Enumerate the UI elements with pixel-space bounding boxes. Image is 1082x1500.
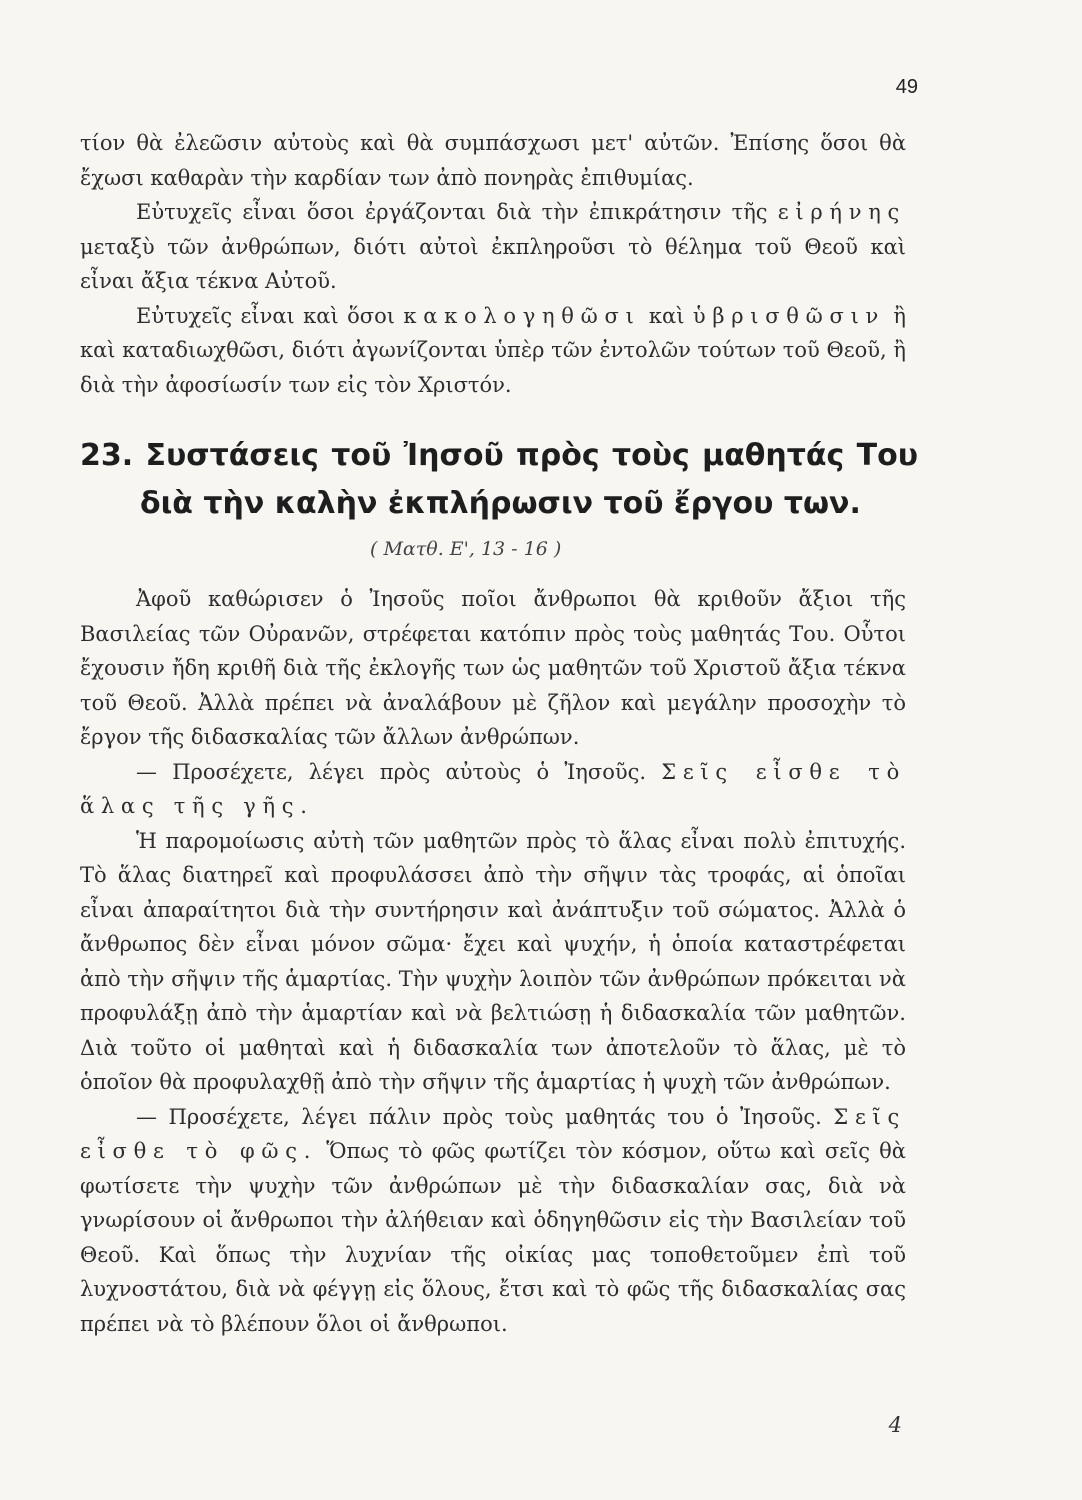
section-heading [80,432,918,528]
top-paragraph-2-start: Εὐτυχεῖς εἶναι ὅσοι ἐργάζονται διὰ τὴν ἐπικράτησιν τῆς [136,200,778,224]
top-paragraph-3-mid: καὶ [640,303,693,328]
body-paragraph-1: Ἀφοῦ καθώρισεν ὁ Ἰησοῦς ποῖοι ἄνθρωποι θὰ κριθοῦν ἄξιοι τῆς Βασιλείας τῶν Οὐρανῶν, στρέφεται κατόπιν πρὸς τοὺς μαθητάς Του. Οὗτοι ἔχουσιν ἤδη κριθῆ διὰ τῆς ἐκλογῆς των ὡς μαθητῶν τοῦ Χριστοῦ ἄξια τέκνα τοῦ Θεοῦ. Ἀλλὰ πρέπει νὰ ἀναλάβουν μὲ ζῆλον καὶ μεγάλην προσοχὴν τὸ ἔργον τῆς διδασκαλίας τῶν ἄλλων ἀνθρώπων. [80,587,906,749]
top-paragraph-2-end: μεταξὺ τῶν ἀνθρώπων, διότι αὐτοὶ ἐκπληροῦσι τὸ θέλημα τοῦ Θεοῦ καὶ εἶναι ἄξια τέκνα Αὐτοῦ. [80,234,906,293]
section-number: 23. [80,438,134,473]
body-paragraph-4 [80,1100,906,1342]
section-title-line-1: Συστάσεις τοῦ Ἰησοῦ πρὸς τοὺς μαθητάς Του [145,438,918,473]
emphasized-word-kakologithosi: κακολογηθῶσι [403,303,641,328]
body-paragraph-3: Ἡ παρομοίωσις αὐτὴ τῶν μαθητῶν πρὸς τὸ ἅλας εἶναι πολὺ ἐπιτυχής. Τὸ ἅλας διατηρεῖ καὶ προφυλάσσει ἀπὸ τὴν σῆψιν τὰς τροφάς, αἱ ὁποῖαι εἶναι ἀπαραίτητοι διὰ τὴν συντήρησιν καὶ ἀνάπτυξιν τοῦ σώματος. Ἀλλὰ ὁ ἄνθρωπος δὲν εἶναι μόνον σῶμα· ἔχει καὶ ψυχήν, ἡ ὁποία καταστρέφεται ἀπὸ τὴν σῆψιν τῆς ἁμαρτίας. Τὴν ψυχὴν λοιπὸν τῶν ἀνθρώπων πρόκειται νὰ προφυλάξῃ ἀπὸ τὴν ἁμαρτίαν καὶ νὰ βελτιώσῃ ἡ διδασκαλία τῶν μαθητῶν. Διὰ τοῦτο οἱ μαθηταὶ καὶ ἡ διδασκαλία των ἀποτελοῦν τὸ ἅλας, μὲ τὸ ὁποῖον θὰ προφυλαχθῇ ἀπὸ τὴν σῆψιν τῆς ἁμαρτίας ἡ ψυχὴ τῶν ἀνθρώπων. [80,828,906,1094]
top-paragraph-3-end: ἢ καὶ καταδιωχθῶσι, διότι ἀγωνίζονται ὑπὲρ τῶν ἐντολῶν τούτων τοῦ Θεοῦ, ἢ διὰ τὴν ἀφοσίωσίν των εἰς τὸν Χριστόν. [80,303,907,397]
top-paragraph-3-start: Εὐτυχεῖς εἶναι καὶ ὅσοι [136,303,404,328]
emphasized-quote-light: Σεῖς εἶσθε τὸ φῶς. [80,1104,906,1163]
page-number: 49 [895,76,918,98]
body-paragraph-2 [80,755,906,824]
body-paragraph-4-start: — Προσέχετε, λέγει πάλιν πρὸς τοὺς μαθητάς του ὁ Ἰησοῦς. [136,1104,834,1129]
emphasized-word-vristhosin: ὑβρισθῶσιν [692,303,886,328]
top-paragraph-3 [80,299,906,403]
top-text-block [80,126,906,402]
signature-mark: 4 [888,1413,902,1437]
scripture-reference: ( Ματθ. Ε', 13 - 16 ) [370,538,562,560]
body-paragraph-2-start: — Προσέχετε, λέγει πρὸς αὐτοὺς ὁ Ἰησοῦς. [136,759,662,784]
top-paragraph-1: τίον θὰ ἐλεῶσιν αὐτοὺς καὶ θὰ συμπάσχωσι μετ' αὐτῶν. Ἐπίσης ὅσοι θὰ ἔχωσι καθαρὰν τὴν καρδίαν των ἀπὸ πονηρὰς ἐπιθυμίας. [80,131,906,190]
top-paragraph-2 [80,195,906,299]
body-text-block [80,582,906,1341]
section-heading-line-1 [80,432,918,480]
body-paragraph-4-end: Ὅπως τὸ φῶς φωτίζει τὸν κόσμον, οὕτω καὶ σεῖς θὰ φωτίσετε τὴν ψυχὴν τῶν ἀνθρώπων μὲ τὴν διδασκαλίαν σας, διὰ νὰ γνωρίσουν οἱ ἄνθρωποι τὴν ἀλήθειαν καὶ ὁδηγηθῶσιν εἰς τὴν Βασιλείαν τοῦ Θεοῦ. Καὶ ὅπως τὴν λυχνίαν τῆς οἰκίας μας τοποθετοῦμεν ἐπὶ τοῦ λυχνοστάτου, διὰ νὰ φέγγῃ εἰς ὅλους, ἔτσι καὶ τὸ φῶς τῆς διδασκαλίας σας πρέπει νὰ τὸ βλέπουν ὅλοι οἱ ἄνθρωποι. [80,1139,906,1336]
section-title-line-2: διὰ τὴν καλὴν ἐκπλήρωσιν τοῦ ἔργου των. [140,486,861,521]
emphasized-quote-salt: Σεῖς εἶσθε τὸ ἅλας τῆς γῆς. [80,759,906,818]
emphasized-word-eirinis: εἰρήνης [777,200,906,224]
